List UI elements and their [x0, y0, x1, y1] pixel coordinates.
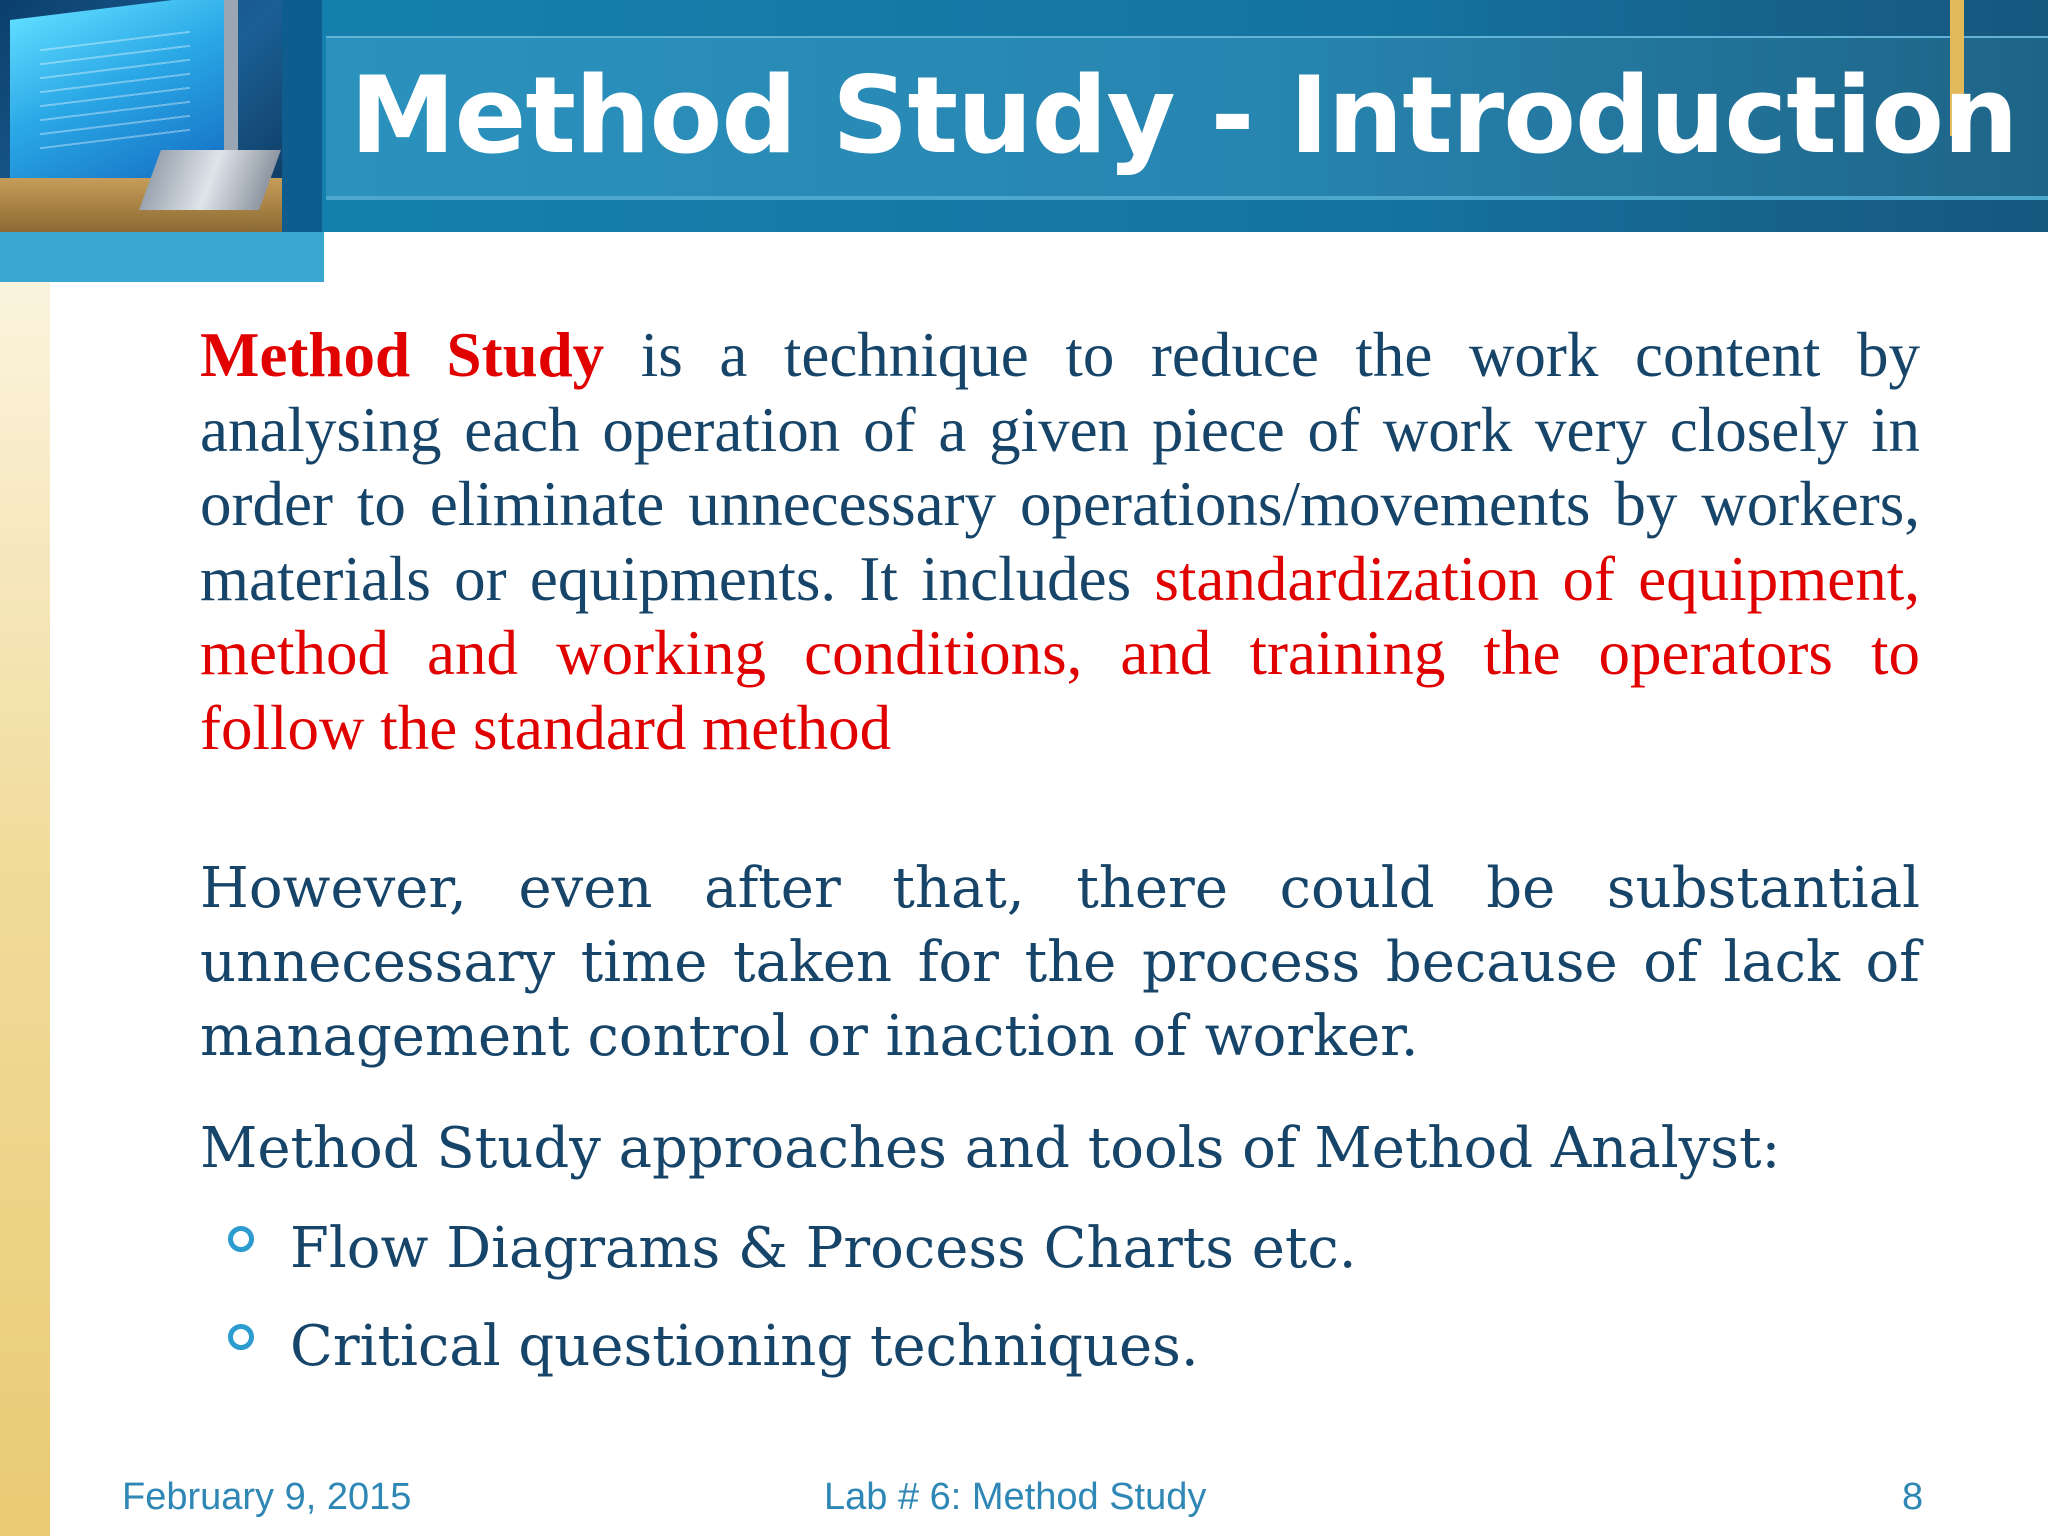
definition-text: is a technique to reduce the work content by analysing each operation of a given piece of work very closely in order to eliminate unnecessary operations/movements by workers, materials or equipments. It includes — [200, 320, 1920, 614]
sub-item-flow-diagrams: Flow Diagrams & Process Charts etc. — [290, 1216, 1357, 1281]
term-method-study: Method Study — [200, 320, 605, 390]
footer-page-number: 8 — [1902, 1476, 1924, 1518]
bullet-however: However, even after that, there could be substantial unnecessary time taken for the process because of lack of management control or inaction of worker. — [200, 856, 1920, 1069]
footer-date: February 9, 2015 — [122, 1476, 412, 1518]
sub-bullet-circle-icon — [228, 1226, 254, 1252]
slide-title: Method Study - Introduction — [350, 54, 2018, 177]
footer-title: Lab # 6: Method Study — [824, 1476, 1207, 1518]
definition-highlight: standardization of equipment, method and working conditions, and training the operators to follow the standard method — [200, 543, 1920, 763]
sub-bullet-circle-icon — [228, 1324, 254, 1350]
bullet-approaches-tools: Method Study approaches and tools of Method Analyst: — [200, 1116, 1781, 1181]
bullet-method-study-definition — [200, 318, 1920, 765]
sub-item-critical-questioning: Critical questioning techniques. — [290, 1314, 1199, 1379]
